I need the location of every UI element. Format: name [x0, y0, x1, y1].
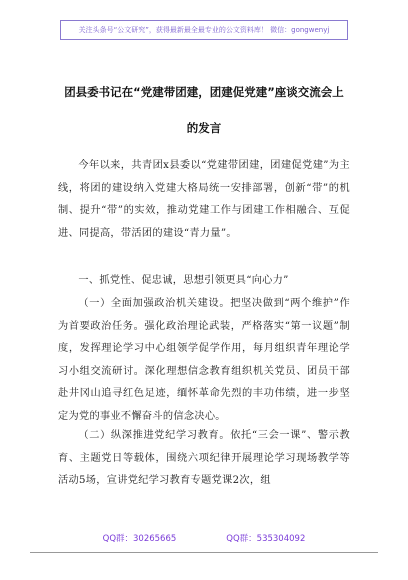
body-paragraph-item-1: （一）全面加强政治机关建设。把坚决做到“两个维护”作为首要政治任务。强化政治理论武装，严格落实“第一议题”制度，发挥理论学习中心组领学促学作用，每月组织青年理论学习小组交流研讨。深化理想信念教育组织机关党员、团员干部赴井冈山追寻红色足迹，缅怀革命先烈的丰功伟绩，进一步坚定为党的事业不懈奋斗的信念决心。	[58, 298, 350, 422]
document-title-line-1: 团县委书记在“党建带团建，团建促党建”座谈交流会上	[64, 85, 344, 99]
footer-divider	[30, 552, 378, 553]
document-title-line-2: 的发言	[186, 121, 222, 135]
body-paragraph-item-2: （二）纵深推进党纪学习教育。依托“三会一课”、警示教育、主题党日等载体，围绕六项纪律开展理论学习现场教学等活动5场，宣讲党纪学习教育专题党课2次，组	[58, 430, 350, 487]
footer-qq-group-1: QQ群：30265665	[102, 534, 177, 544]
header-notice-banner	[60, 20, 348, 40]
header-notice-text: 关注头条号“公文研究”，获得最新最全最专业的公文资料库！ 微信：gongwenyj	[78, 26, 330, 34]
section-heading-1: 一、抓党性、促忠诚，思想引领更具“向心力”	[78, 275, 289, 286]
footer	[0, 532, 408, 544]
footer-qq-group-2: QQ群：535304092	[226, 534, 306, 544]
body-paragraph-intro: 今年以来，共青团x县委以“党建带团建，团建促党建”为主线，将团的建设纳入党建大格局统一安排部署，创新“带”的机制、提升“带”的实效，推动党建工作与团建工作相融合、互促进、同提高，带活团的建设“青力量”。	[58, 160, 350, 239]
